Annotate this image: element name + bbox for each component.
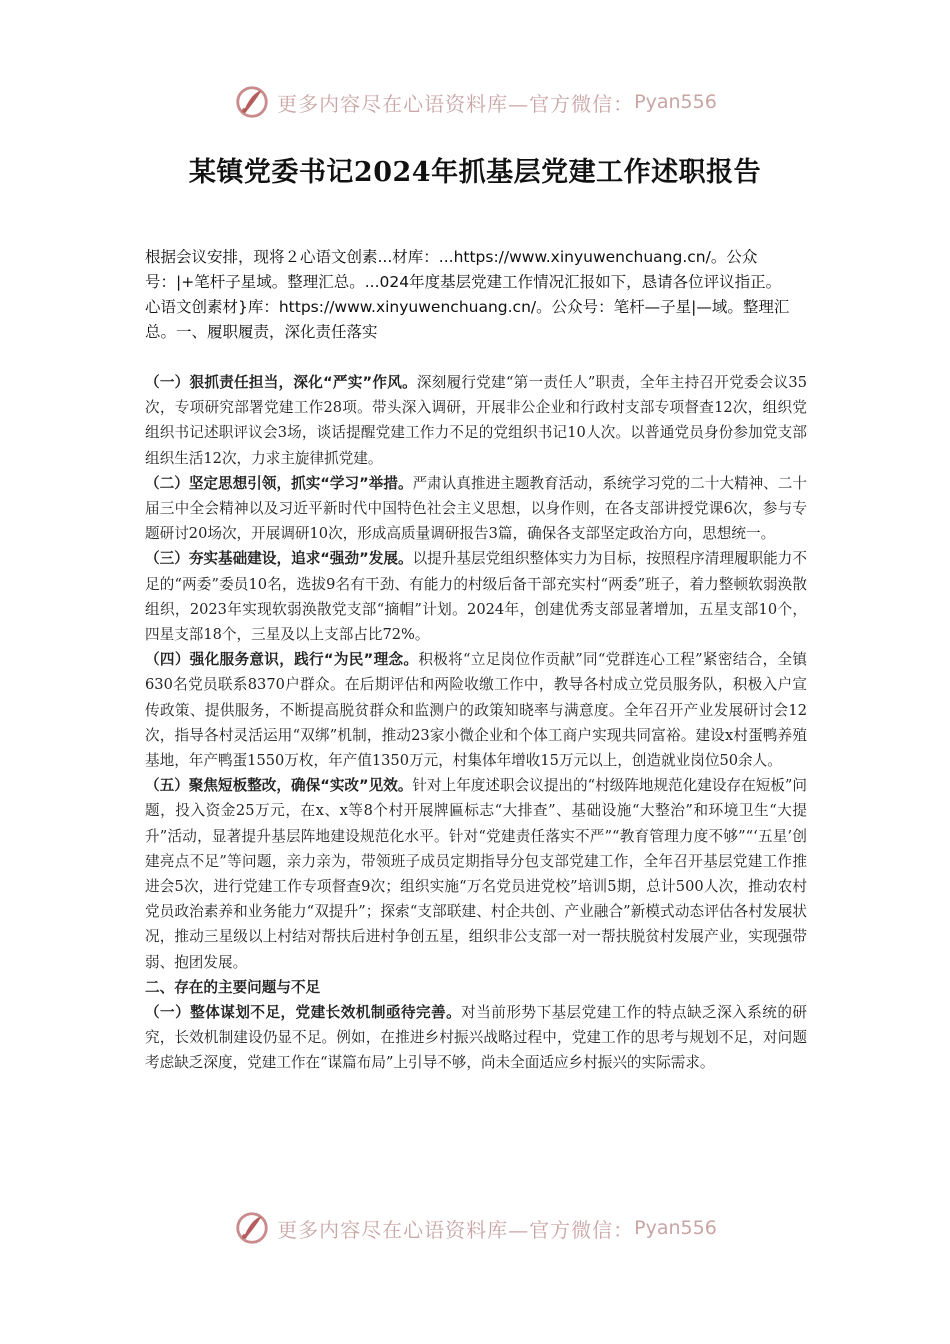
section-lead: （五）聚焦短板整改，确保“实改”见效。: [145, 777, 413, 795]
banner-wechat-id: Pyan556: [634, 91, 717, 113]
banner-text: 更多内容尽在心语资料库—官方微信：: [277, 91, 635, 116]
section-heading-2: 二、存在的主要问题与不足: [145, 978, 321, 996]
section-paragraph: [145, 773, 807, 975]
problem-body: 对当前形势下基层党建工作的特点缺乏深入系统的研究，长效机制建设仍显不足。例如，在推进乡村振兴战略过程中，党建工作的思考与规划不足，对问题考虑缺乏深度，党建工作在“谋篇布局”上引导不够，尚未全面适应乡村振兴的实际需求。: [145, 1004, 807, 1072]
section-body: 深刻履行党建“第一责任人”职责，全年主持召开党委会议35次，专项研究部署党建工作28项。带头深入调研，开展非公企业和行政村支部专项督查12次，组织党组织书记述职评议会3场，谈话提醒党建工作力不足的党组织书记10人次。以普通党员身份参加党支部组织生活12次，力求主旋律抓党建。: [145, 374, 808, 467]
banner-text: 更多内容尽在心语资料库—官方微信：: [277, 1217, 635, 1242]
intro-paragraph-2: 心语文创素材}库：https://www.xinyuwenchuang.cn/。公众号：笔杆—子星|—域。整理汇总。一、履职履责，深化责任落实: [145, 298, 790, 341]
brush-logo-icon: [233, 83, 271, 121]
intro-block: [145, 245, 815, 345]
brush-logo-icon: [233, 1209, 271, 1247]
section-paragraph: [145, 370, 807, 471]
section-lead: （三）夯实基础建设，追求“强劲”发展。: [145, 550, 413, 568]
section-paragraph: [145, 647, 807, 773]
section-body: 严肃认真推进主题教育活动，系统学习党的二十大精神、二十届三中全会精神以及习近平新时代中国特色社会主义思想，以身作则，在各支部讲授党课6次，参与专题研讨20场次，开展调研10次，形成高质量调研报告3篇，确保各支部坚定政治方向，思想统一。: [145, 474, 807, 543]
footer-banner: [0, 1206, 950, 1250]
section-body: 针对上年度述职会议提出的“村级阵地规范化建设存在短板”问题，投入资金25万元，在x、x等8个村开展牌匾标志“大排查”、基础设施“大整治”和环境卫生“大提升”活动，显著提升基层阵地建设规范化水平。针对“党建责任落实不严”“教育管理力度不够”“‘五星’创建亮点不足”等问题，亲力亲为，带领班子成员定期指导分包支部党建工作，全年召开基层党建工作推进会5次，进行党建工作专项督查9次；组织实施“万名党员进党校”培训5期，总计500人次，推动农村党员政治素养和业务能力“双提升”；探索“支部联建、村企共创、产业融合”新模式动态评估各村发展状况，推动三星级以上村结对帮扶后进村争创五星，组织非公支部一对一帮扶脱贫村发展产业，实现强带弱、抱团发展。: [145, 777, 807, 971]
section-body: 积极将“立足岗位作贡献”同“党群连心工程”紧密结合，全镇630名党员联系8370户群众。在后期评估和两险收缴工作中，教导各村成立党员服务队，积极入户宣传政策、提供服务，不断提高脱贫群众和监测户的政策知晓率与满意度。全年召开产业发展研讨会12次，指导各村灵活运用“双绑”机制，推动23家小微企业和个体工商户实现共同富裕。建设x村蛋鸭养殖基地，年产鸭蛋1550万枚，年产值1350万元，村集体年增收15万元以上，创造就业岗位50余人。: [145, 651, 807, 770]
problem-lead: （一）整体谋划不足，党建长效机制亟待完善。: [145, 1004, 462, 1022]
problem-paragraph: [145, 1000, 807, 1076]
section-lead: （四）强化服务意识，践行“为民”理念。: [145, 651, 419, 669]
banner-wechat-id: Pyan556: [634, 1217, 717, 1239]
header-banner: [0, 80, 950, 124]
report-body: [145, 370, 807, 1076]
section-paragraph: [145, 471, 807, 547]
page-title: 某镇党委书记2024年抓基层党建工作述职报告: [188, 157, 762, 188]
section-lead: （二）坚定思想引领，抓实“学习”举措。: [145, 474, 413, 492]
section-lead: （一）狠抓责任担当，深化“严实”作风。: [145, 374, 417, 391]
section-body: 以提升基层党组织整体实力为目标，按照程序清理履职能力不足的“两委”委员10名，选拔9名有干劲、有能力的村级后备干部充实村“两委”班子，着力整顿软弱涣散组织，2023年实现软弱涣散党支部“摘帽”计划。2024年，创建优秀支部显著增加，五星支部10个，四星支部18个，三星及以上支部占比72%。: [145, 550, 807, 644]
intro-paragraph-1: 根据会议安排，现将２心语文创素...材库：...https://www.xinyuwenchuang.cn/。公众号：|+笔杆子星域。整理汇总。...024年度基层党建工作情况汇报如下，恳请各位评议指正。: [145, 248, 782, 291]
section-paragraph: [145, 546, 807, 647]
